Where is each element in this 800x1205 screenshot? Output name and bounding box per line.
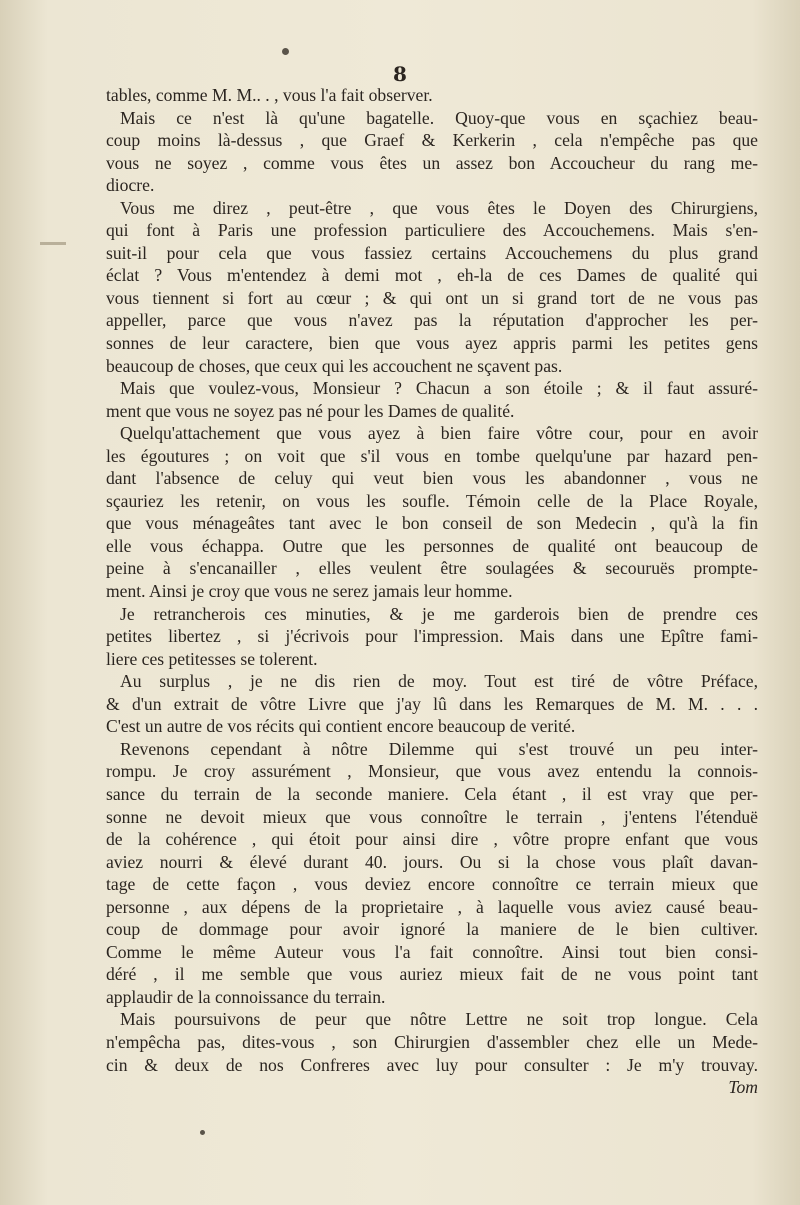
text-line: les égoutures ; on voit que s'il vous en tombe quelqu'une par hazard pen- — [106, 445, 758, 466]
text-line: que vous ménageâtes tant avec le bon conseil de son Medecin , qu'à la fin — [106, 513, 758, 534]
text-line: rompu. Je croy assurément , Monsieur, que vous avez entendu la connois- — [106, 761, 758, 782]
text-line: de la cohérence , qui étoit pour ainsi dire , vôtre propre enfant que vous — [106, 829, 758, 850]
text-line: suit-il pour cela que vous fassiez certains Accouchemens du plus grand — [106, 242, 758, 263]
text-line: vous ne soyez , comme vous êtes un assez bon Accoucheur du rang me- — [106, 152, 758, 173]
text-line: Au surplus , je ne dis rien de moy. Tout est tiré de vôtre Préface, — [120, 671, 758, 692]
text-line: peine à s'encanailler , elles veulent être soulagées & secouruës prompte- — [106, 558, 758, 579]
text-line: Tom — [728, 1077, 758, 1098]
text-line: aviez nourri & élevé durant 40. jours. Ou si la chose vous plaît davan- — [106, 851, 758, 872]
text-line: ment que vous ne soyez pas né pour les Dames de qualité. — [106, 400, 515, 421]
text-line: sonnes de leur caractere, bien que vous ayez appris parmi les petites gens — [106, 333, 758, 354]
text-line: Quelqu'attachement que vous ayez à bien faire vôtre cour, pour en avoir — [120, 423, 758, 444]
text-line: dant l'absence de celuy qui veut bien vous les abandonner , vous ne — [106, 468, 758, 489]
ink-mark — [282, 48, 289, 55]
text-line: Mais que voulez-vous, Monsieur ? Chacun a son étoile ; & il faut assuré- — [120, 378, 758, 399]
text-line: cin & deux de nos Confreres avec luy pour consulter : Je m'y trouvay. — [106, 1054, 758, 1075]
text-line: qui font à Paris une profession particuliere des Accouchemens. Mais s'en- — [106, 220, 758, 241]
body-text — [106, 84, 758, 1099]
text-line: Comme le même Auteur vous l'a fait connoître. Ainsi tout bien consi- — [106, 941, 758, 962]
text-line: tage de cette façon , vous deviez encore connoître ce terrain mieux que — [106, 874, 758, 895]
text-line: sance du terrain de la seconde maniere. Cela étant , il est vray que per- — [106, 783, 758, 804]
text-line: beaucoup de choses, que ceux qui les accouchent ne sçavent pas. — [106, 355, 563, 376]
text-line: Mais poursuivons de peur que nôtre Lettre ne soit trop longue. Cela — [120, 1009, 758, 1030]
text-line: sonne ne devoit mieux que vous connoître le terrain , j'entens l'étenduë — [106, 806, 758, 827]
text-line: petites libertez , si j'écrivois pour l'impression. Mais dans une Epître fami- — [106, 626, 758, 647]
text-line: Je retrancherois ces minuties, & je me garderois bien de prendre ces — [120, 603, 758, 624]
text-line: elle vous échappa. Outre que les personnes de qualité ont beaucoup de — [106, 535, 758, 556]
text-line: ment. Ainsi je croy que vous ne serez jamais leur homme. — [106, 581, 513, 602]
text-line: sçauriez les retenir, on vous les soufle. Témoin celle de la Place Royale, — [106, 490, 758, 511]
text-line: n'empêcha pas, dites-vous , son Chirurgien d'assembler chez elle un Mede- — [106, 1031, 758, 1052]
text-line: coup de dommage pour avoir ignoré la maniere de le bien cultiver. — [106, 919, 758, 940]
text-line: liere ces petitesses se tolerent. — [106, 648, 318, 669]
text-line: tables, comme M. M.. . , vous l'a fait observer. — [106, 85, 433, 105]
text-line: Vous me direz , peut-être , que vous êtes le Doyen des Chirurgiens, — [120, 197, 758, 218]
page-number: 8 — [393, 62, 407, 86]
text-line: déré , il me semble que vous auriez mieux fait de ne vous point tant — [106, 964, 758, 985]
text-line: C'est un autre de vos récits qui contient encore beaucoup de verité. — [106, 716, 576, 737]
text-line: diocre. — [106, 175, 155, 196]
ink-mark — [200, 1130, 205, 1135]
text-line: Revenons cependant à nôtre Dilemme qui s'est trouvé un peu inter- — [120, 738, 758, 759]
text-line: éclat ? Vous m'entendez à demi mot , eh-la de ces Dames de qualité qui — [106, 265, 758, 286]
text-line: Mais ce n'est là qu'une bagatelle. Quoy-que vous en sçachiez beau- — [120, 107, 758, 128]
text-line: applaudir de la connoissance du terrain. — [106, 986, 386, 1007]
text-line: personne , aux dépens de la proprietaire , à laquelle vous aviez causé beau- — [106, 896, 758, 917]
text-line: appeller, parce que vous n'avez pas la réputation d'approcher les per- — [106, 310, 758, 331]
text-line: coup moins là-dessus , que Graef & Kerkerin , cela n'empêche pas que — [106, 130, 758, 151]
text-line: & d'un extrait de vôtre Livre que j'ay lû dans les Remarques de M. M. . . . — [106, 693, 758, 714]
text-line: vous tiennent si fort au cœur ; & qui ont un si grand tort de ne vous pas — [106, 287, 758, 308]
margin-smudge — [40, 242, 66, 245]
